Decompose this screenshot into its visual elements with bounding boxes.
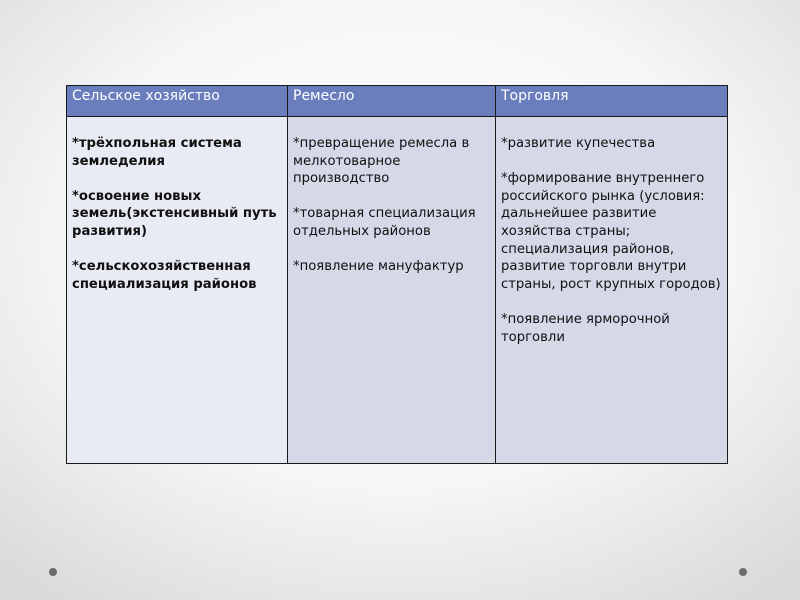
header-crafts: Ремесло (288, 86, 496, 117)
left-decorative-dot (49, 568, 57, 576)
right-decorative-dot (739, 568, 747, 576)
economy-table (66, 85, 728, 464)
table-header-row (67, 86, 728, 117)
header-agriculture: Сельское хозяйство (67, 86, 288, 117)
crafts-item: *товарная специализация отдельных районов (293, 206, 476, 239)
trade-item: *формирование внутреннего российского рынка (условия: дальнейшее развитие хозяйства страны; специализация районов, развитие торговли внутри страны, рост крупных городов) (501, 171, 721, 292)
crafts-item: *превращение ремесла в мелкотоварное производство (293, 136, 470, 187)
trade-item: *развитие купечества (501, 136, 656, 151)
trade-cell (496, 117, 728, 464)
agriculture-cell (67, 117, 288, 464)
trade-item: *появление ярморочной торговли (501, 311, 670, 345)
crafts-cell (288, 117, 496, 464)
header-trade: Торговля (496, 86, 728, 117)
table-row (67, 117, 728, 464)
agriculture-item: *освоение новых земель(экстенсивный путь развития) (72, 188, 277, 239)
agriculture-item: *трёхпольная система земледелия (72, 136, 242, 169)
agriculture-item: *сельскохозяйственная специализация районов (72, 259, 257, 292)
crafts-item: *появление мануфактур (293, 259, 464, 275)
